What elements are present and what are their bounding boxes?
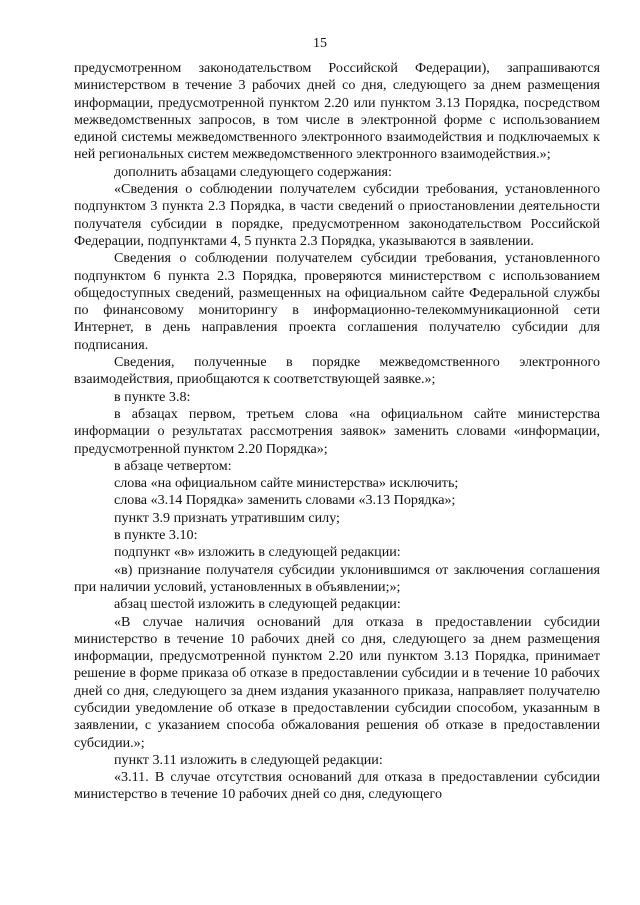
paragraph-clause-3-11-text: «3.11. В случае отсутствия оснований для отказа в предоставлении субсидии министерство в течение 10 рабочих дней со дня, следующего (74, 769, 600, 803)
page-number: 15 (313, 36, 327, 51)
paragraph-clause-3-8-first-third: в абзацах первом, третьем слова «на официальном сайте министерства информации о результатах рассмотрения заявок» заменить словами «информации, предусмотренной пунктом 2.20 Порядка»; (74, 405, 600, 457)
paragraph-clause-3-8: в пункте 3.8: (114, 388, 191, 405)
paragraph-interagency-info: Сведения, полученные в порядке межведомственного электронного взаимодействия, приобщаются к соответствующей заявке.»; (74, 354, 600, 388)
paragraph-replace-words: слова «3.14 Порядка» заменить словами «3.13 Порядка»; (114, 492, 456, 509)
paragraph-exclude-words: слова «на официальном сайте министерства» исключить; (114, 475, 459, 492)
paragraph-sixth-intro: абзац шестой изложить в следующей редакции: (114, 596, 401, 613)
paragraph-compliance-info: «Сведения о соблюдении получателем субсидии требования, установленного подпунктом 3 пункта 2.3 Порядка, в части сведений о приостановлении деятельности получателя субсидии в порядке, предусмотренном законодательством Российской Федерации, подпунктами 4, 5 пункта 2.3 Порядка, указываются в заявлении. (74, 181, 600, 249)
paragraph-clause-3-8-fourth: в абзаце четвертом: (114, 457, 232, 474)
paragraph-continuation: предусмотренном законодательством Российской Федерации), запрашиваются министерством в течение 3 рабочих дней со дня, следующего за днем размещения информации, предусмотренной пунктом 2.20 или пунктом 3.13 Порядка, посредством межведомственных запросов, в том числе в электронной форме с использованием единой системы межведомственного электронного взаимодействия и подключаемых к ней региональных систем межведомственного электронного взаимодействия.»; (74, 60, 600, 163)
paragraph-clause-3-9-repeal: пункт 3.9 признать утратившим силу; (114, 509, 340, 526)
paragraph-amendment-intro: дополнить абзацами следующего содержания: (114, 163, 392, 180)
paragraph-compliance-check: Сведения о соблюдении получателем субсидии требования, установленного подпунктом 6 пункта 2.3 Порядка, проверяются министерством с использованием общедоступных сведений, размещенных на официальном сайте Федеральной службы по финансовому мониторингу в информационно-телекоммуникационной сети Интернет, в день направления проекта соглашения получателю субсидии для подписания. (74, 250, 600, 353)
paragraph-subclause-v-intro: подпункт «в» изложить в следующей редакции: (114, 544, 401, 561)
paragraph-clause-3-10: в пункте 3.10: (114, 527, 198, 544)
paragraph-refusal-text: «В случае наличия оснований для отказа в предоставлении субсидии министерство в течение 10 рабочих дней со дня, следующего за днем размещения информации, предусмотренной пунктом 2.20 или пунктом 3.13 Порядка, принимает решение в форме приказа об отказе в предоставлении субсидии и в течение 10 рабочих дней со дня, следующего за днем издания указанного приказа, направляет получателю субсидии уведомление об отказе в предоставлении субсидии способом, указанным в заявлении, с указанием способа обжалования решения об отказе в предоставлении субсидии.»; (74, 613, 600, 751)
paragraph-clause-3-11-intro: пункт 3.11 изложить в следующей редакции: (114, 751, 383, 768)
document-body (74, 60, 600, 804)
paragraph-subclause-v-text: «в) признание получателя субсидии уклонившимся от заключения соглашения при наличии условий, установленных в объявлении;»; (74, 561, 600, 595)
